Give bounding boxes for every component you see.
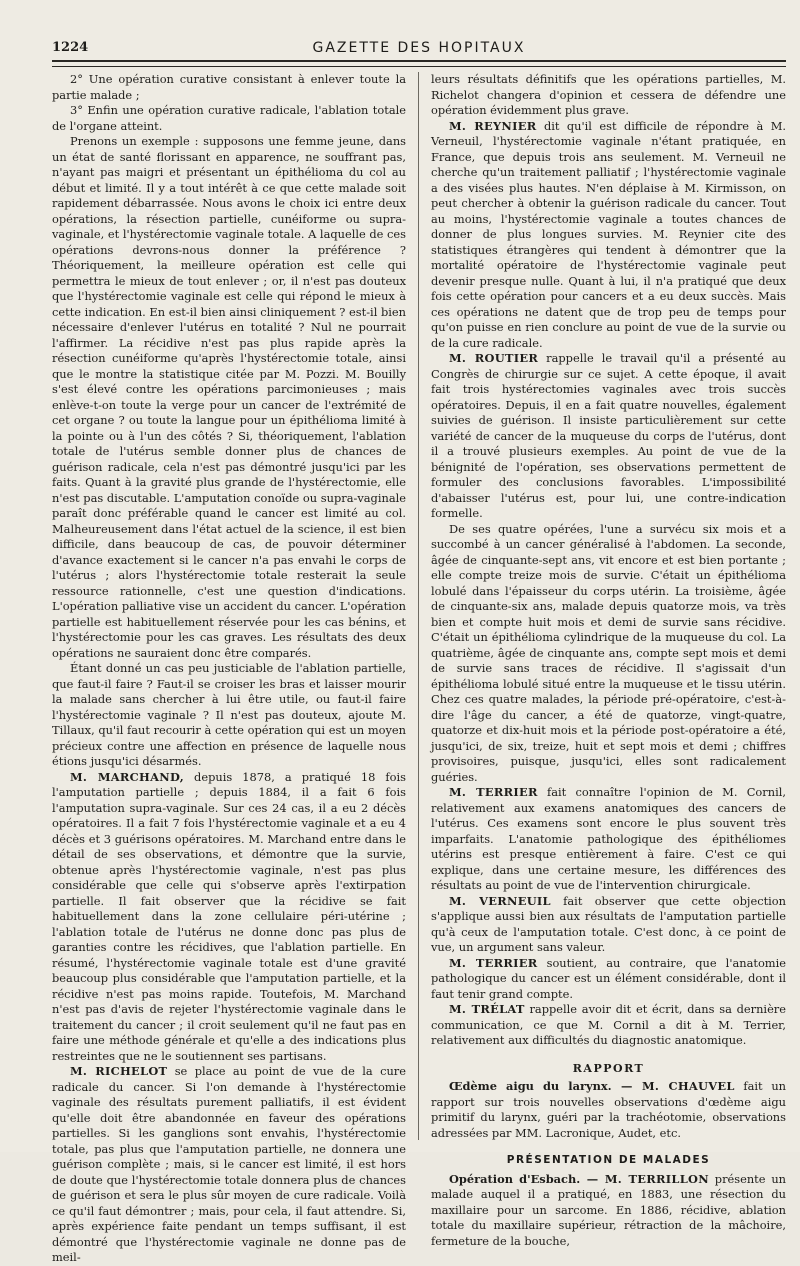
paragraph-text: fait connaître l'opinion de M. Cornil, relativement aux examens anatomiques des cancers de l'utérus. Ces examens sont encore le plus souvent très imparfaits. L'anatomie pathologique des épithéliomes utérins est presque entièrement à faire. C'est ce qui explique, dans une certaine mesure, les différences des résultats au point de vue de l'intervention chirurgicale. <box>431 785 786 892</box>
paragraph <box>431 351 786 522</box>
section-title-rapport: RAPPORT <box>572 1061 645 1075</box>
paragraph-text: présente un malade auquel il a pratiqué, en 1883, une résection du maxillaire pour un sarcome. En 1886, récidive, ablation totale du maxillaire supérieur, rétraction de la mâchoire, fermeture de la bouche, <box>431 1171 786 1248</box>
page-header <box>52 40 786 62</box>
paragraph: 3° Enfin une opération curative radicale, l'ablation totale de l'organe atteint. <box>52 103 406 133</box>
paragraph-text: fait un rapport sur trois nouvelles observations d'œdème aigu primitif du larynx, guéri par la trachéotomie, observations adressées par MM. Lacronique, Audet, etc. <box>431 1079 786 1140</box>
paragraph <box>431 119 786 352</box>
subject-title: Opération d'Esbach. <box>449 1171 581 1186</box>
paragraph <box>431 785 786 894</box>
paragraph-text: fait observer que cette objection s'applique aussi bien aux résultats de l'amputation partielle qu'à ceux de l'amputation totale. C'est donc, à ce point de vue, un argument sans valeur. <box>431 893 786 954</box>
paragraph-text: dit qu'il est difficile de répondre à M. Verneuil, l'hystérectomie vaginale n'étant pratiquée, en France, que depuis trois ans seulement. M. Verneuil ne cherche qu'un traitement palliatif ; l'hystérectomie vaginale a des visées plus hautes. N'en déplaise à M. Kirmisson, on peut chercher à obtenir la guérison radicale du cancer. Tout au moins, l'hystérectomie vaginale a toutes chances de donner de plus longues survies. M. Reynier cite des statistiques étrangères qui tendent à démontrer que la mortalité opératoire de l'hystérectomie vaginale peut devenir presque nulle. Quant à lui, il n'a pratiqué que deux fois cette opération pour cancers et a eu deux succès. Mais ces opérations ne datent que de trop peu de temps pour qu'on puisse en rien conclure au point de vue de la survie ou de la cure radicale. <box>431 118 786 350</box>
paragraph <box>431 1002 786 1049</box>
speaker-name: — M. TERRILLON <box>580 1171 709 1186</box>
paragraph <box>431 956 786 1003</box>
running-head: GAZETTE DES HOPITAUX <box>312 40 526 56</box>
paragraph: Étant donné un cas peu justiciable de l'ablation partielle, que faut-il faire ? Faut-il se croiser les bras et laisser mourir la malade sans chercher à lui être utile, ou faut-il faire l'hystérectomie vaginale ? Il n'est pas douteux, ajoute M. Tillaux, qu'il faut recourir à cette opération qui est un moyen précieux contre une affection en présence de laquelle nous étions jusqu'ici désarmés. <box>52 661 406 768</box>
speaker-name: M. REYNIER <box>449 118 537 133</box>
paragraph-text: depuis 1878, a pratiqué 18 fois l'amputation partielle ; depuis 1884, il a fait 6 fois l'amputation supra-vaginale. Sur ces 24 cas, il a eu 2 décès opératoires. Il a fait 7 fois l'hystérectomie vaginale et a eu 4 décès et 3 guérisons opératoires. M. Marchand entre dans le détail de ses observations, et démontre que la survie, obtenue après l'hystérectomie vaginale, n'est pas plus considérable que celle qui s'observe après l'extirpation partielle. Il fait observer que la récidive se fait habituellement dans la zone cellulaire péri-utérine ; l'ablation totale de l'utérus ne donne donc pas plus de garanties contre les récidives, que l'ablation partielle. En résumé, l'hystérectomie vaginale totale est d'une gravité beaucoup plus considérable que l'amputation partielle, et la récidive n'est pas moins rapide. Toutefois, M. Marchand n'est pas d'avis de rejeter l'hystérectomie vaginale dans le traitement du cancer ; il croit seulement qu'il ne faut pas en faire une méthode générale et qu'elle a des indications plus restreintes que ne le soutiennent ses partisans. <box>52 769 406 1063</box>
paragraph <box>431 1172 786 1250</box>
speaker-name: M. TRÉLAT <box>449 1002 525 1016</box>
speaker-name: M. VERNEUIL <box>449 893 551 908</box>
paragraph: leurs résultats définitifs que les opérations partielles, M. Richelot changera d'opinion et cessera de défendre une opération évidemment plus grave. <box>431 72 786 117</box>
paragraph: 2° Une opération curative consistant à enlever toute la partie malade ; <box>52 72 406 102</box>
left-column <box>52 72 419 1264</box>
subject-title: Œdème aigu du larynx. <box>449 1079 612 1093</box>
speaker-name: M. TERRIER <box>449 955 538 970</box>
paragraph: Prenons un exemple : supposons une femme jeune, dans un état de santé florissant en apparence, ne souffrant pas, n'ayant pas maigri et présentant un épithélioma du col au début et limité. Il y a tout intérêt à ce que cette malade soit rapidement débarrassée. Nous avons le choix ici entre deux opérations, la résection partielle, cunéiforme ou supra-vaginale, et l'hystérectomie vaginale totale. A laquelle de ces opérations devrons-nous donner la préférence ? Théoriquement, la meilleure opération est celle qui permettra le mieux de tout enlever ; or, il n'est pas douteux que l'hystérectomie vaginale est celle qui répond le mieux à cette indication. En est-il bien ainsi cliniquement ? est-il bien nécessaire d'enlever l'utérus en totalité ? Nul ne pourrait l'affirmer. La récidive n'est pas plus rapide après la résection cunéiforme qu'après l'hystérectomie totale, ainsi que le montre la statistique citée par M. Pozzi. M. Bouilly s'est élevé contre les opérations parcimonieuses ; mais enlève-t-on toute la verge pour un cancer de l'extrémité de cet organe ? ou toute la langue pour un épithélioma limité à la pointe ou à l'un des côtés ? Si, théoriquement, l'ablation totale de l'utérus semble donner plus de chances de guérison radicale, cela n'est pas démontré jusqu'ici par les faits. Quant à la gravité plus grande de l'hystérectomie, elle n'est pas discutable. L'amputation conoïde ou supra-vaginale paraît donc préférable quand le cancer est limité au col. Malheureusement dans l'état actuel de la science, il est bien difficile, dans beaucoup de cas, de pouvoir déterminer d'avance exactement si le cancer n'a pas envahi le corps de l'utérus ; alors l'hystérectomie totale resterait la seule ressource rationnelle, c'est une question d'indications. L'opération palliative vise un accident du cancer. L'opération partielle est habituellement réservée pour les cas bénins, et l'hystérectomie pour les cas graves. Les résultats des deux opérations ne sauraient donc être comparés. <box>52 134 407 660</box>
speaker-name: M. MARCHAND, <box>70 769 184 784</box>
page-number: 1224 <box>52 40 89 55</box>
speaker-name: M. ROUTIER <box>449 351 539 365</box>
right-column <box>419 72 786 1248</box>
paragraph <box>52 770 406 1065</box>
header-rule <box>52 60 786 67</box>
paragraph-text: rappelle avoir dit et écrit, dans sa dernière communication, ce que M. Cornil a dit à M. Terrier, relativement aux difficultés du diagnostic anatomique. <box>431 1002 786 1047</box>
paragraph-text: rappelle le travail qu'il a présenté au Congrès de chirurgie sur ce sujet. A cette époque, il avait fait trois hystérectomies vaginales avec trois succès opératoires. Depuis, il en a fait quatre nouvelles, également suivies de guérison. Il insiste particulièrement sur cette variété de cancer de la muqueuse du corps de l'utérus, dont il a trouvé plusieurs exemples. Au point de vue de la bénignité de l'opération, ses observations permettent de formuler des conclusions favorables. L'impossibilité d'abaisser l'utérus est, pour lui, une contre-indication formelle. <box>431 351 786 520</box>
speaker-name: M. RICHELOT <box>70 1064 168 1078</box>
text-columns <box>52 72 786 1264</box>
paragraph: De ses quatre opérées, l'une a survécu six mois et a succombé à un cancer généralisé à l'abdomen. La seconde, âgée de cinquante-sept ans, vit encore et est bien portante ; elle compte treize mois de survie. C'était un épithélioma lobulé dans l'épaisseur du corps utérin. La troisième, âgée de cinquante-six ans, malade depuis quatorze mois, va très bien et compte huit mois et demi de survie sans récidive. C'était un épithélioma cylindrique de la muqueuse du col. La quatrième, âgée de cinquante ans, compte sept mois et demi de survie sans traces de récidive. Il s'agissait d'un épithélioma lobulé situé entre la muqueuse et le tissu utérin. Chez ces quatre malades, la période pré-opératoire, c'est-à-dire l'âge du cancer, a été de quatorze, vingt-quatre, quatorze et dix-huit mois et la période post-opératoire a été, jusqu'ici, de six, treize, huit et sept mois et demi ; chiffres provisoires, puisque, jusqu'ici, elles sont radicalement guéries. <box>431 521 786 784</box>
paragraph <box>431 1079 786 1141</box>
paragraph-text: se place au point de vue de la cure radicale du cancer. Si l'on demande à l'hystérectomie vaginale des résultats purement palliatifs, il est évident qu'elle doit être abandonnée en faveur des opérations partielles. Si les ganglions sont envahis, l'hystérectomie totale, pas plus que l'amputation partielle, ne donnera une guérison complète ; mais, si le cancer est limité, il est hors de doute que l'hystérectomie totale donnera plus de chances de guérison et sera le plus sûr moyen de cure radicale. Voilà ce qu'il faut démontrer ; mais, pour cela, il faut attendre. Si, après expérience faite pendant un temps suffisant, il est démontré que l'hystérectomie vaginale ne donne pas de meil- <box>52 1064 406 1264</box>
paragraph <box>52 1064 406 1266</box>
paragraph <box>431 894 786 956</box>
paragraph-text: soutient, au contraire, que l'anatomie pathologique du cancer est un élément considérable, dont il faut tenir grand compte. <box>431 955 786 1001</box>
speaker-name: — M. CHAUVEL <box>611 1079 735 1093</box>
section-title-presentation: PRÉSENTATION DE MALADES <box>506 1154 711 1166</box>
speaker-name: M. TERRIER <box>449 785 538 799</box>
